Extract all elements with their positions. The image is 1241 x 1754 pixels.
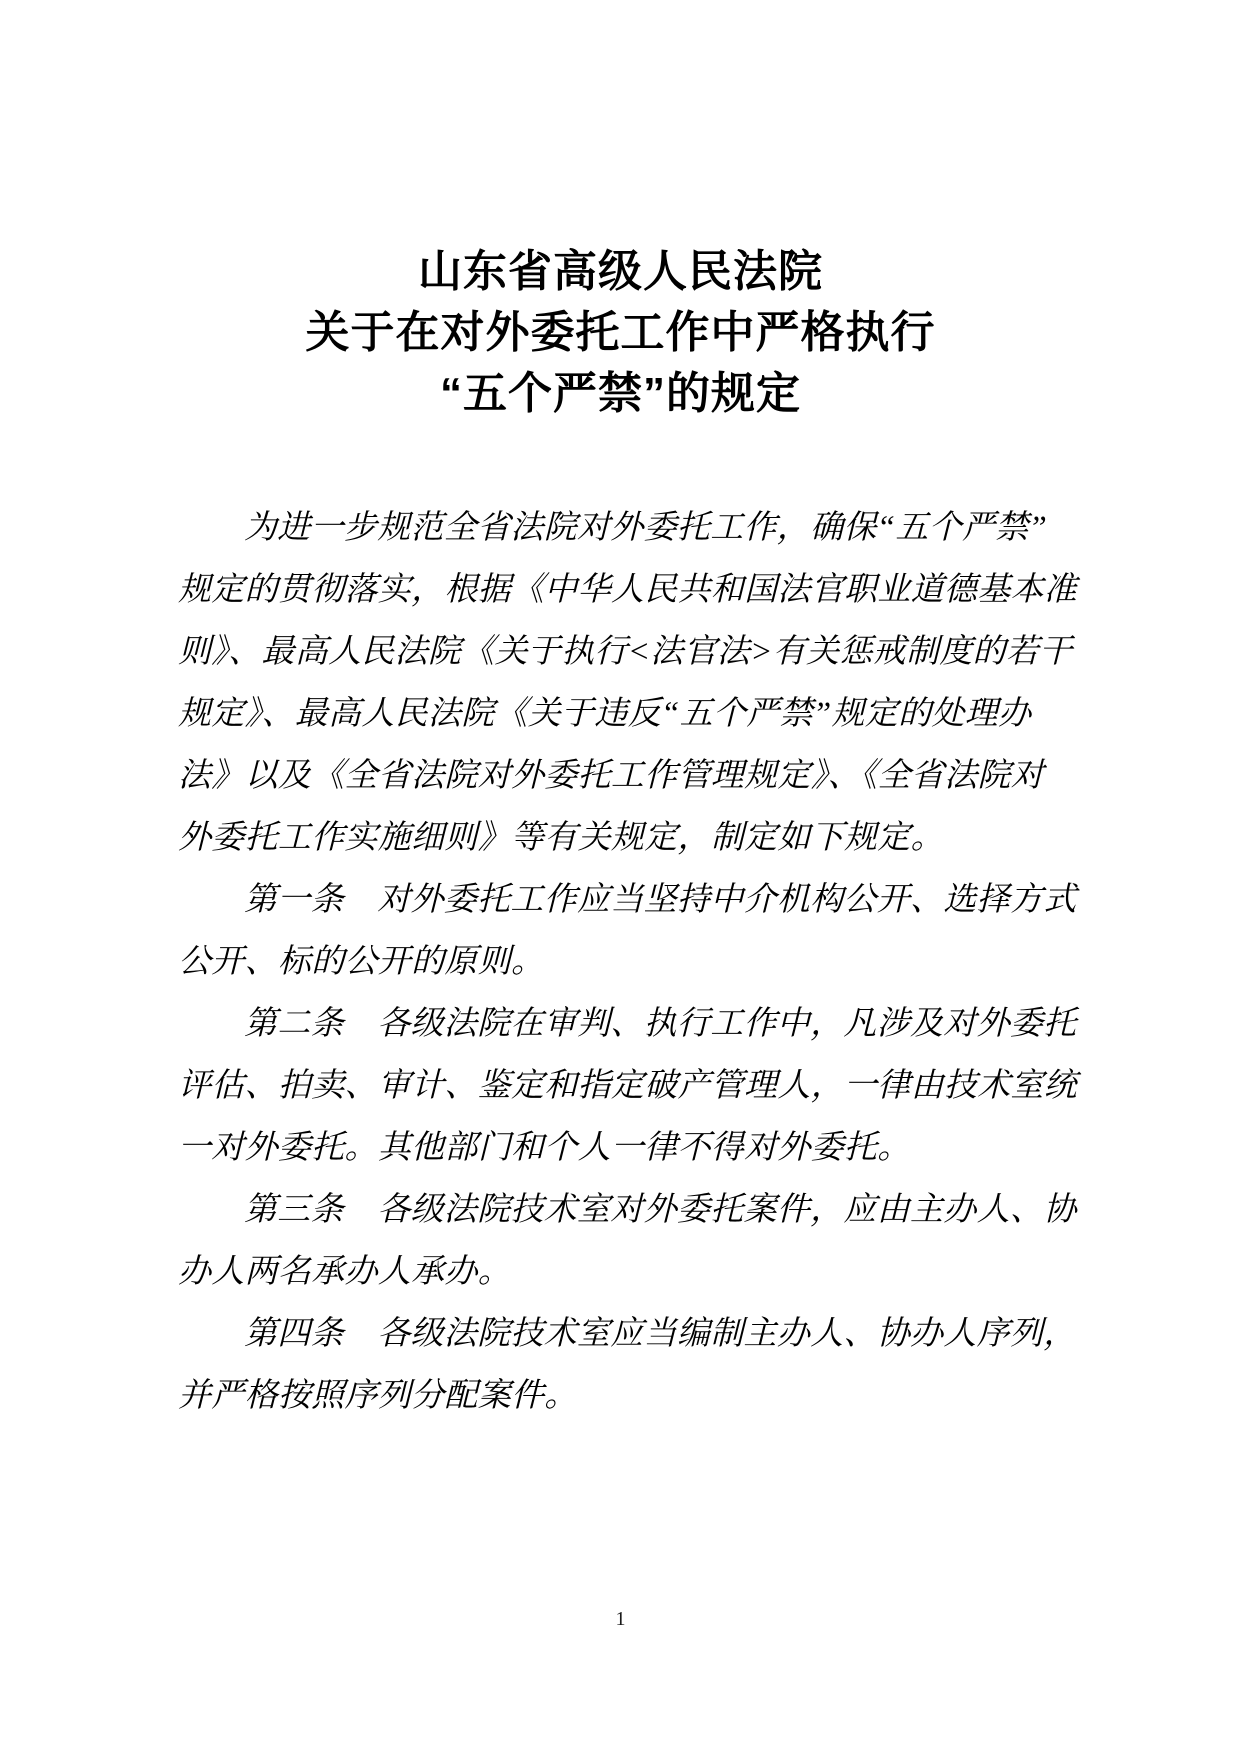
text-line: 第三条 各级法院技术室对外委托案件，应由主办人、协 <box>244 1192 1077 1228</box>
title-line-2: 关于在对外委托工作中严格执行 <box>305 308 936 357</box>
text-line: 规定的贯彻落实，根据《中华人民共和国法官职业道德基本准 <box>178 572 1078 608</box>
text-line: 第四条 各级法院技术室应当编制主办人、协办人序列， <box>244 1316 1077 1352</box>
text-line: 办人两名承办人承办。 <box>178 1254 511 1290</box>
text-line: 规定》、最高人民法院《关于违反“五个严禁”规定的处理办 <box>178 696 1032 732</box>
title-line-3: “五个严禁”的规定 <box>440 369 801 418</box>
text-line: 第一条 对外委托工作应当坚持中介机构公开、选择方式 <box>244 882 1077 918</box>
document-body <box>178 497 1078 1427</box>
text-line: 一对外委托。其他部门和个人一律不得对外委托。 <box>178 1130 911 1166</box>
paragraph-article-3 <box>178 1179 1077 1303</box>
document-title <box>0 241 1241 424</box>
text-line: 则》、最高人民法院《关于执行<法官法>有关惩戒制度的若干 <box>178 634 1073 670</box>
text-line: 第二条 各级法院在审判、执行工作中，凡涉及对外委托 <box>244 1006 1077 1042</box>
text-line: 评估、拍卖、审计、鉴定和指定破产管理人，一律由技术室统 <box>178 1068 1078 1104</box>
paragraph-preamble <box>178 497 1078 869</box>
paragraph-article-4 <box>178 1303 1077 1427</box>
page-number: 1 <box>615 1608 626 1630</box>
paragraph-article-2 <box>178 993 1078 1179</box>
text-line: 外委托工作实施细则》等有关规定，制定如下规定。 <box>178 820 944 856</box>
text-line: 为进一步规范全省法院对外委托工作，确保“五个严禁” <box>244 510 1048 546</box>
title-line-1: 山东省高级人民法院 <box>418 247 823 296</box>
paragraph-article-1 <box>178 869 1077 993</box>
text-line: 公开、标的公开的原则。 <box>178 944 545 980</box>
text-line: 并严格按照序列分配案件。 <box>178 1378 578 1414</box>
text-line: 法》以及《全省法院对外委托工作管理规定》、《全省法院对 <box>178 758 1045 794</box>
